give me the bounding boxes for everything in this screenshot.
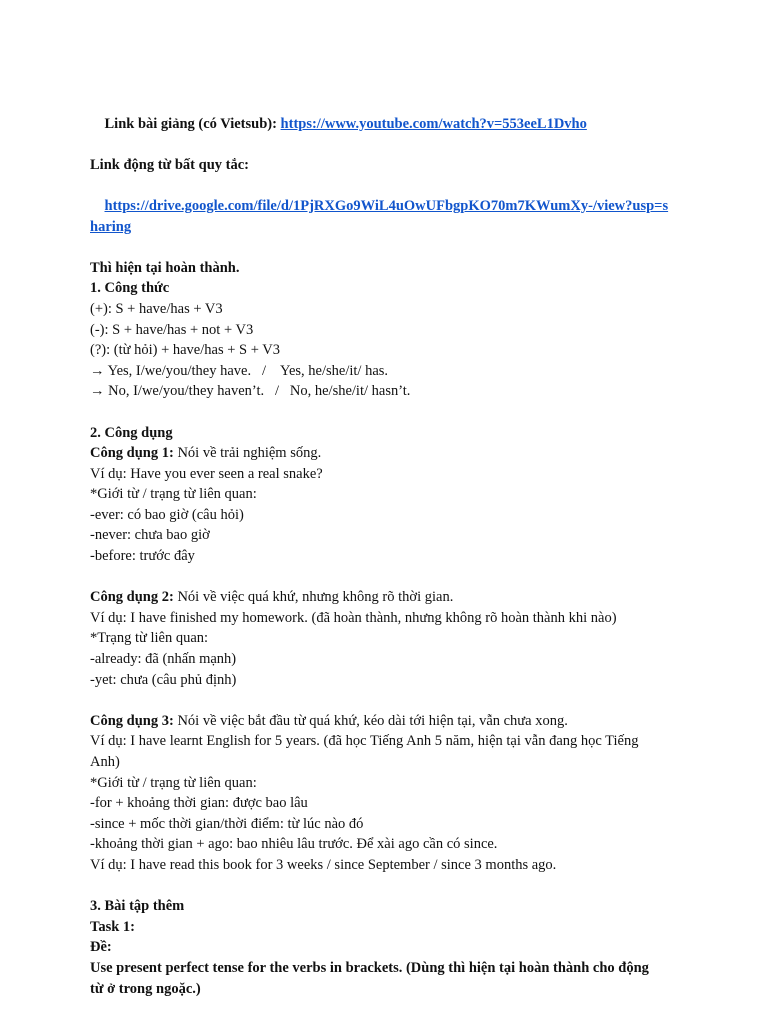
lecture-link-line xyxy=(90,93,690,155)
use-3-text: Nói về việc bắt đầu từ quá khứ, kéo dài tới hiện tại, vẫn chưa xong. xyxy=(173,712,568,729)
use-2-line: -already: đã (nhấn mạnh) xyxy=(90,651,237,668)
use-2-line: *Trạng từ liên quan: xyxy=(90,630,209,647)
use-2-text: Nói về việc quá khứ, nhưng không rõ thời gian. xyxy=(173,589,454,606)
spacer xyxy=(90,402,690,423)
use-1-title xyxy=(90,443,690,464)
irregular-verbs-link[interactable] xyxy=(90,198,668,235)
use-1-text: Nói về trải nghiệm sống. xyxy=(173,445,322,462)
use-3-title xyxy=(90,711,690,732)
use-1-label: Công dụng 1: xyxy=(90,445,174,462)
use-1-line: -never: chưa bao giờ xyxy=(90,527,210,544)
use-3-line: Anh) xyxy=(90,754,120,770)
use-3-label: Công dụng 3: xyxy=(90,712,174,729)
lecture-link[interactable]: https://www.youtube.com/watch?v=553eeL1Dvho xyxy=(280,115,587,132)
answer-yes: → Yes, I/we/you/they have. / Yes, he/she/it/ has. xyxy=(90,362,389,379)
document-title: Thì hiện tại hoàn thành. xyxy=(90,259,240,276)
instruction-line-1: Use present perfect tense for the verbs in brackets. (Dùng thì hiện tại hoàn thành cho động xyxy=(90,959,649,976)
use-3-line: Ví dụ: I have learnt English for 5 years. (đã học Tiếng Anh 5 năm, hiện tại vẫn đang học Tiếng xyxy=(90,733,639,750)
use-3-line: -khoảng thời gian + ago: bao nhiêu lâu trước. Để xài ago cần có since. xyxy=(90,836,498,853)
formula-negative: (-): S + have/has + not + V3 xyxy=(90,321,254,338)
spacer xyxy=(90,567,690,588)
section-2-heading: 2. Công dụng xyxy=(90,424,173,441)
use-3-line: *Giới từ / trạng từ liên quan: xyxy=(90,774,257,791)
irregular-verbs-link-line xyxy=(90,175,690,257)
use-1-line: -before: trước đây xyxy=(90,548,195,565)
task-1-label: Task 1: xyxy=(90,918,136,935)
formula-positive: (+): S + have/has + V3 xyxy=(90,300,223,317)
spacer xyxy=(90,876,690,897)
use-2-title xyxy=(90,587,690,608)
section-1-heading: 1. Công thức xyxy=(90,280,170,297)
formula-question: (?): (từ hỏi) + have/has + S + V3 xyxy=(90,342,280,359)
use-2-line: Ví dụ: I have finished my homework. (đã hoàn thành, nhưng không rõ hoàn thành khi nào) xyxy=(90,609,617,626)
lecture-link-label: Link bài giảng (có Vietsub): xyxy=(104,115,281,132)
use-3-line: -for + khoảng thời gian: được bao lâu xyxy=(90,795,308,812)
use-3-line: Ví dụ: I have read this book for 3 weeks / since September / since 3 months ago. xyxy=(90,856,557,873)
de-label: Đề: xyxy=(90,939,112,956)
document-page xyxy=(90,93,690,999)
answer-no: → No, I/we/you/they haven’t. / No, he/she/it/ hasn’t. xyxy=(90,383,411,400)
irregular-verbs-link-part2: haring xyxy=(90,218,132,235)
use-2-line: -yet: chưa (câu phủ định) xyxy=(90,671,237,688)
use-3-line: -since + mốc thời gian/thời điểm: từ lúc nào đó xyxy=(90,815,364,832)
irregular-verbs-label: Link động từ bất quy tắc: xyxy=(90,156,249,173)
section-3-heading: 3. Bài tập thêm xyxy=(90,898,185,915)
use-2-label: Công dụng 2: xyxy=(90,589,174,606)
use-1-line: *Giới từ / trạng từ liên quan: xyxy=(90,486,257,503)
use-1-line: Ví dụ: Have you ever seen a real snake? xyxy=(90,465,323,482)
irregular-verbs-link-part1: https://drive.google.com/file/d/1PjRXGo9WiL4uOwUFbgpKO70m7KWumXy-/view?usp=s xyxy=(104,197,669,214)
spacer xyxy=(90,690,690,711)
instruction-line-2: từ ở trong ngoặc.) xyxy=(90,980,201,997)
use-1-line: -ever: có bao giờ (câu hỏi) xyxy=(90,506,244,523)
